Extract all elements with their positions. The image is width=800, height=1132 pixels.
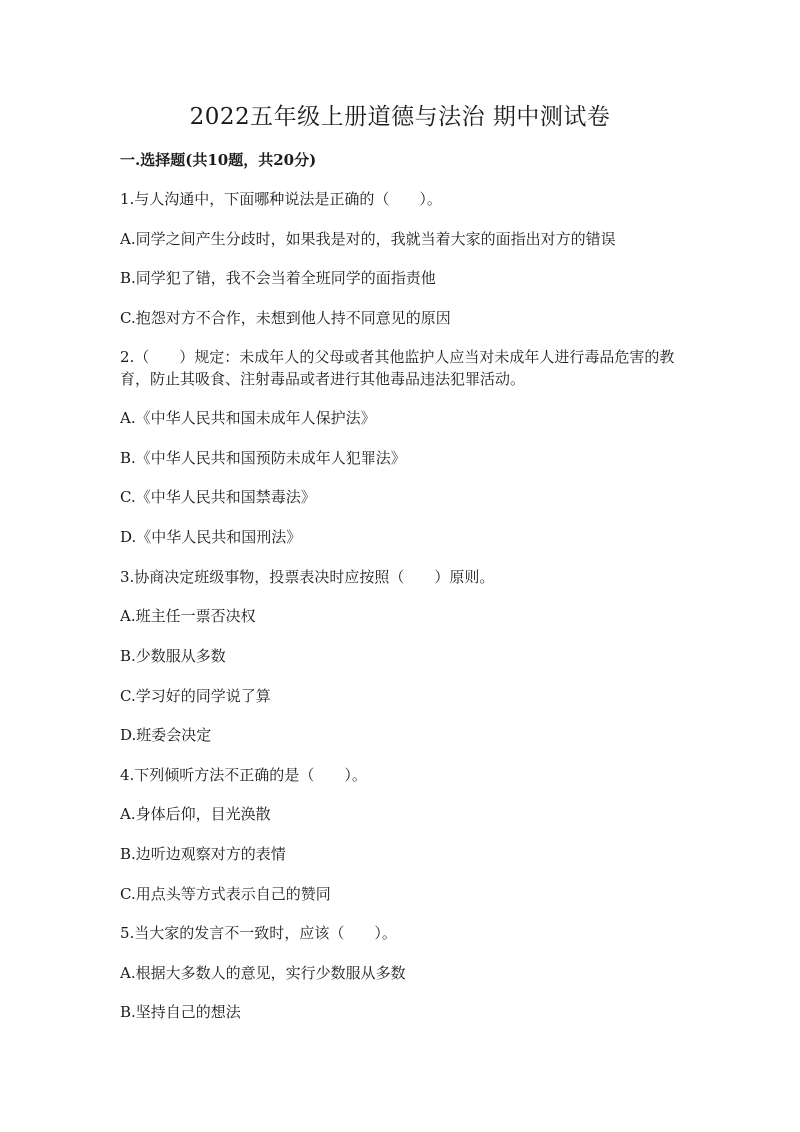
question-2-option-d: D.《中华人民共和国刑法》 [120, 528, 302, 546]
question-2-stem: 2.（ ）规定：未成年人的父母或者其他监护人应当对未成年人进行毒品危害的教育，防止其吸食、注射毒品或者进行其他毒品违法犯罪活动。 [120, 348, 675, 388]
question-3-stem: 3.协商决定班级事物，投票表决时应按照（ ）原则。 [120, 568, 495, 586]
question-4-option-c: C.用点头等方式表示自己的赞同 [120, 885, 331, 903]
question-4-stem: 4.下列倾听方法不正确的是（ ）。 [120, 766, 367, 784]
question-4-option-a: A.身体后仰，目光涣散 [120, 805, 271, 823]
question-5-option-b: B.坚持自己的想法 [120, 1003, 241, 1021]
question-3-option-c: C.学习好的同学说了算 [120, 687, 271, 705]
question-5-option-a: A.根据大多数人的意见，实行少数服从多数 [120, 964, 406, 982]
question-5-stem: 5.当大家的发言不一致时，应该（ ）。 [120, 924, 397, 942]
question-1-option-c: C.抱怨对方不合作，未想到他人持不同意见的原因 [120, 309, 451, 327]
question-1-option-a: A.同学之间产生分歧时，如果我是对的，我就当着大家的面指出对方的错误 [120, 230, 616, 248]
question-1-stem: 1.与人沟通中，下面哪种说法是正确的（ ）。 [120, 190, 442, 208]
page-title: 2022五年级上册道德与法治 期中测试卷 [189, 104, 611, 130]
question-3-option-a: A.班主任一票否决权 [120, 607, 256, 625]
question-2-option-c: C.《中华人民共和国禁毒法》 [120, 488, 316, 506]
question-1-option-b: B.同学犯了错，我不会当着全班同学的面指责他 [120, 269, 436, 287]
section-heading: 一.选择题(共10题，共20分) [120, 151, 317, 169]
question-3-option-d: D.班委会决定 [120, 726, 212, 744]
question-2-option-a: A.《中华人民共和国未成年人保护法》 [120, 409, 376, 427]
question-2-option-b: B.《中华人民共和国预防未成年人犯罪法》 [120, 449, 406, 467]
question-4-option-b: B.边听边观察对方的表情 [120, 845, 286, 863]
question-3-option-b: B.少数服从多数 [120, 647, 226, 665]
